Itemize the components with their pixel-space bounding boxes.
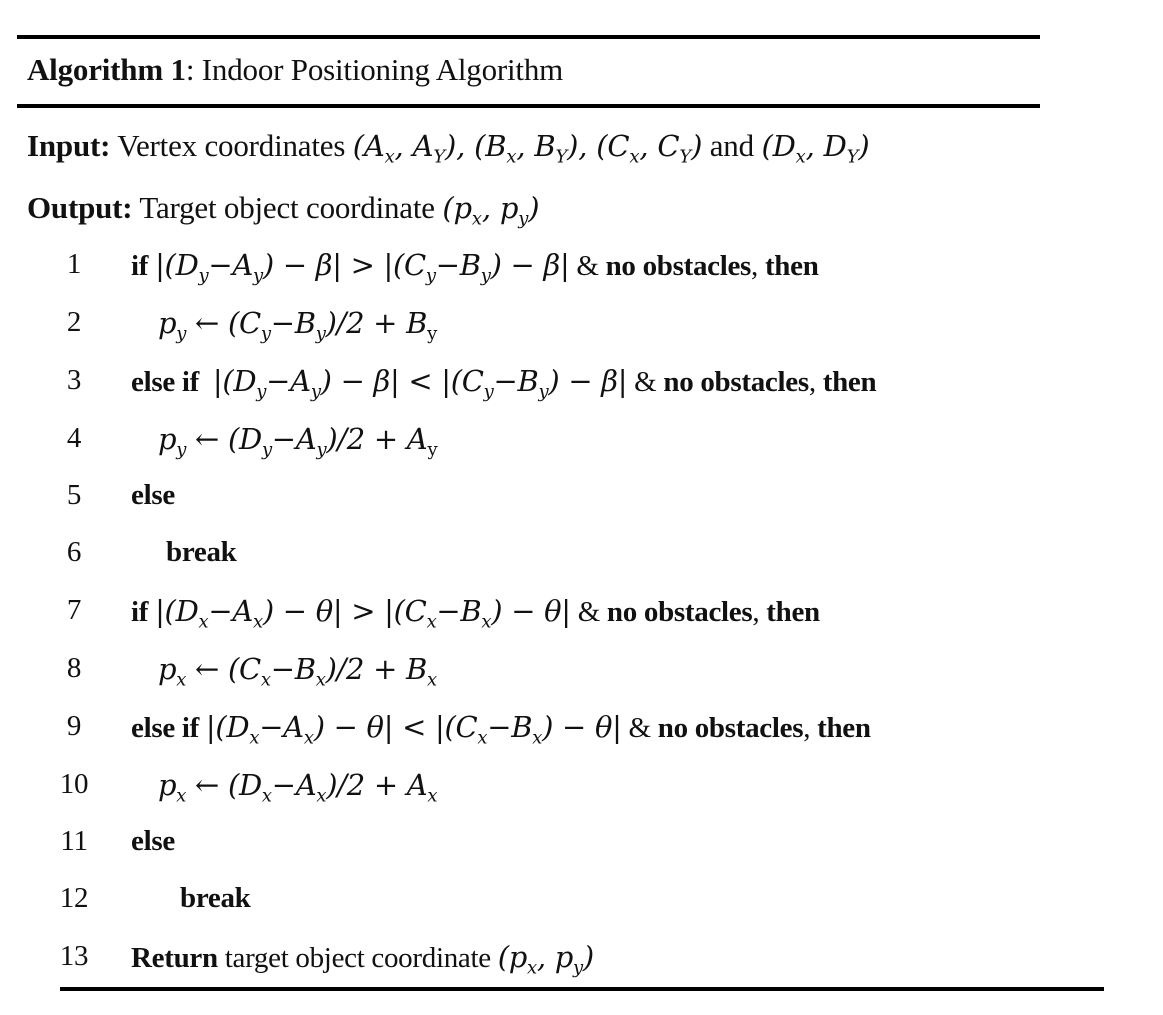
line-number: 13 xyxy=(59,940,89,972)
top-rule xyxy=(17,35,1040,39)
input-coords: ($A_x$, $A_Y$), ($B_x$, $B_Y$), ($C_x$, $C_Y$) xyxy=(352,129,703,168)
line-number: 12 xyxy=(59,882,89,914)
caption-rule xyxy=(17,104,1040,108)
line-number: 2 xyxy=(66,306,82,338)
bottom-rule xyxy=(60,987,1104,991)
algorithm-label: Algorithm 1 xyxy=(27,52,186,87)
input-line: Input: Vertex coordinates ($A_x$, $A_Y$), ($B_x$, $B_Y$), ($C_x$, $C_Y$) and ($D_x$, $D_Y$) xyxy=(27,128,870,168)
algorithm-title: Indoor Positioning Algorithm xyxy=(201,52,564,87)
algorithm-caption: Algorithm 1: Indoor Positioning Algorithm xyxy=(27,52,564,87)
output-line: Output: Target object coordinate ($p_x$, $p_y$) xyxy=(27,190,540,230)
line-number: 9 xyxy=(66,710,82,742)
line-number: 10 xyxy=(59,768,89,800)
line-number: 7 xyxy=(66,594,82,626)
line-number: 6 xyxy=(66,536,82,568)
output-label: Output: xyxy=(27,190,133,225)
line-number: 1 xyxy=(66,248,82,280)
line-number: 8 xyxy=(66,652,82,684)
input-text: Vertex coordinates xyxy=(117,128,346,163)
output-text: Target object coordinate xyxy=(139,190,435,225)
line-number: 5 xyxy=(66,479,82,511)
line-number: 11 xyxy=(60,825,88,857)
line-number: 3 xyxy=(66,364,82,396)
input-label: Input: xyxy=(27,128,111,163)
line-number: 4 xyxy=(66,422,82,454)
